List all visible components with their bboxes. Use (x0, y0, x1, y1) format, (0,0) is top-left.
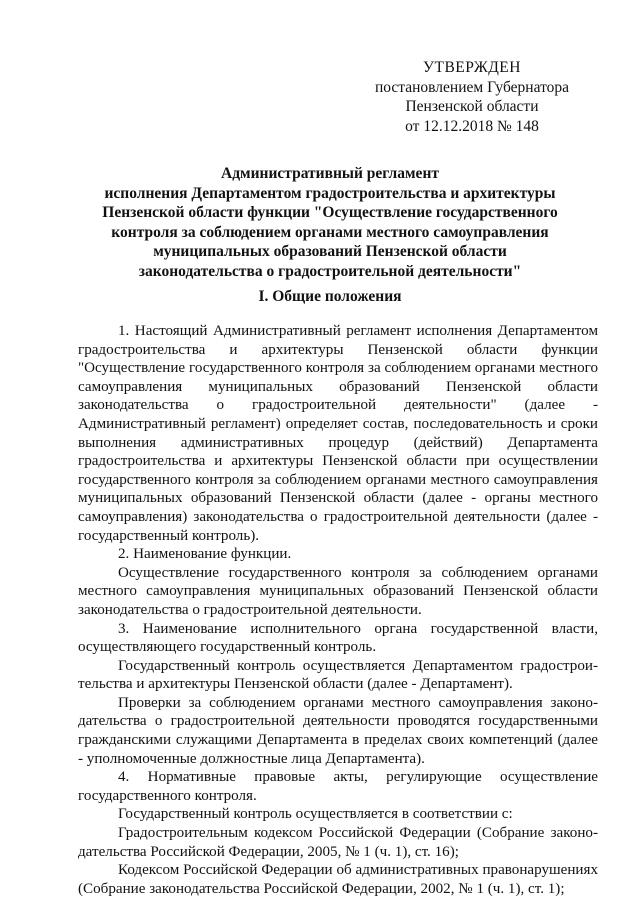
title-line: законодательства о градостроительной деятельности" (138, 262, 522, 280)
paragraph: Осуществление государственного контроля за соблюдением органами местного самоуправления муниципальных образований Пензенской области законодательства о градостроительной деятельности. (78, 564, 598, 618)
document-title (70, 164, 590, 281)
paragraph: Градостроительным кодексом Российской Федерации (Собрание законодательства Российской Федерации, 2005, № 1 (ч. 1), ст. 16); (78, 825, 598, 860)
paragraph: Кодексом Российской Федерации об административных правонарушениях (Собрание законодательства Российской Федерации, 2002, № 1 (ч. 1), ст. 1); (78, 862, 598, 897)
paragraph: Государственный контроль осуществляется Департаментом градостроительства и архитектуры Пензенской области (далее - Департамент). (78, 657, 598, 693)
approval-line: Пензенской области (405, 98, 539, 115)
section-heading: I. Общие положения (258, 288, 402, 305)
paragraph: 1. Настоящий Административный регламент исполнения Департаментом градостроительства и архитектуры Пензенской области функции "Осуществление государственного контроля за соблюдением органами местного самоуправления муниципальных образований Пензенской области законодательства о градостроительной деятельности" (далее - Административный регламент) определяет состав, последовательность и сроки выполнения административных процедур (действий) Департамента градостроительства и архитектуры Пензенской области при осуществлении государственного контроля за соблюдением органами местного самоуправления муниципальных образований Пензенской области (далее - органы местного самоуправления) законодательства о градостроительной деятельности (далее - государственный контроль). (78, 323, 598, 544)
paragraph: Проверки за соблюдением органами местного самоуправления законодательства о градостроительной деятельности проводятся государственными гражданскими служащими Департамента в пределах своих компетенций (далее - уполномоченные должностные лица Департамента). (78, 694, 598, 767)
title-line: контроля за соблюдением органами местного самоуправления (111, 223, 549, 241)
approval-heading: УТВЕРЖДЕН (423, 59, 521, 76)
approval-block (352, 58, 592, 136)
title-line: Административный регламент (221, 165, 439, 182)
approval-line: от 12.12.2018 № 148 (405, 117, 539, 135)
title-line: муниципальных образований Пензенской области (153, 243, 507, 260)
approval-line: постановлением Губернатора (374, 78, 570, 96)
document-body (78, 322, 598, 898)
paragraph: 4. Нормативные правовые акты, регулирующие осуществление государственного контроля. (78, 769, 598, 804)
title-line: исполнения Департаментом градостроительства и архитектуры (104, 184, 556, 202)
paragraph: 3. Наименование исполнительного органа государственной власти, осуществляющего государственный контроль. (78, 620, 598, 656)
title-line: Пензенской области функции "Осуществление государственного (102, 204, 558, 221)
paragraph: Государственный контроль осуществляется в соответствии с: (118, 806, 513, 823)
paragraph: 2. Наименование функции. (118, 546, 292, 563)
